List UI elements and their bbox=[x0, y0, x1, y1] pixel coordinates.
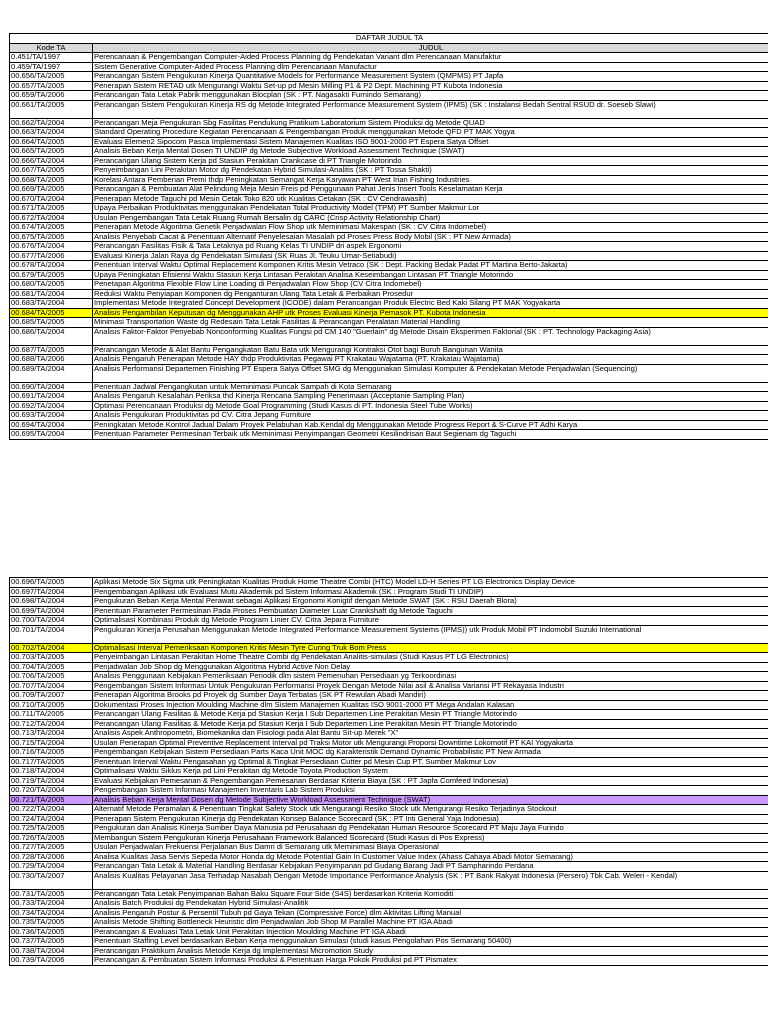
judul-cell: Penentuan Interval Waktu Pengasahan yg Optimal & Tingkat Persediaan Cutter pd Mesin Cup PT. Sumber Makmur Lov bbox=[94, 757, 496, 766]
judul-cell: Peningkatan Metode Kontrol Jadual Dalam Proyek Pelabuhan Kab.Kendal dg Menggunakan Metode Progress Report & S-Curve PT Adhi Karya bbox=[94, 420, 578, 429]
kode-ta-cell: 00.664/TA/2005 bbox=[10, 138, 93, 147]
header-judul: JUDUL bbox=[418, 43, 444, 52]
kode-ta-cell: 00.726/TA/2005 bbox=[10, 834, 93, 843]
table-row bbox=[10, 195, 768, 205]
judul-cell: Perancangan & Pembuatan Alat Pelindung Meja Mesin Freis pd Penggunaan Pahat Jenis Insert Tools Keselamatan Kerja bbox=[94, 185, 503, 193]
table-row bbox=[10, 176, 768, 186]
judul-cell: Penerapan Metode Taguchi pd Mesin Cetak Toko 820 utk Kualitas Cetakan (SK : CV Cendrawasih) bbox=[94, 194, 427, 203]
judul-cell: Korelasi Antara Pemberian Premi thdp Peningkatan Semangat Kerja Karyawan PT West Irian Fishing Industries bbox=[94, 175, 470, 184]
table-row bbox=[10, 899, 768, 909]
table-row bbox=[10, 616, 768, 626]
kode-ta-cell: 00.690/TA/2004 bbox=[10, 383, 93, 392]
kode-ta-cell: 00.717/TA/2005 bbox=[10, 758, 93, 767]
table-row bbox=[10, 909, 768, 919]
kode-ta-cell: 00.659/TA/2006 bbox=[10, 91, 93, 100]
table-row bbox=[10, 597, 768, 607]
judul-cell: Analisis Pengaruh Penerapan Metode HAY thdp Produktivitas Pegawai PT Krakatau Wajatama (PT. Krakatau Wajatama) bbox=[94, 355, 500, 363]
table-row bbox=[10, 72, 768, 82]
kode-ta-cell: 00.684/TA/2005 bbox=[10, 309, 93, 318]
judul-cell: Usulan Penerapan Optimal Preventive Replacement Interval pd Traksi Motor utk Mengurangi Proporsi Downtime Lokomotif PT KAI Yogyakarta bbox=[94, 738, 573, 747]
header-kode-ta: Kode TA bbox=[10, 44, 93, 53]
judul-cell: Pengukuran Beban Kerja Mental Perawat sebagai Aplikasi Ergonomi Konigtif dengan Metode SWAT (SK : RSU Daerah Blora) bbox=[94, 597, 517, 605]
judul-cell: Evaluasi Kinerja Jalan Raya dg Pendekatan Simulasi (SK Ruas Jl. Teuku Umar-Setiabudi) bbox=[94, 251, 397, 260]
judul-cell: Analisis Beban Kerja Mental Dosen dg Metode Subjective Workload Assessment Technique (SWAT) bbox=[94, 795, 431, 804]
table-row bbox=[10, 101, 768, 119]
judul-cell: Reduksi Waktu Penyiapan Komponen dg Penganturan Ulang Tata Letak & Perbaikan Prosedur bbox=[94, 289, 414, 298]
table-row bbox=[10, 147, 768, 157]
judul-cell: Analisis Penyebab Cacat & Penentuan Alternatif Penyelesaian Masalah pd Proses Press Body Mobil (SK : PT New Armada) bbox=[94, 232, 511, 241]
table-section-1 bbox=[9, 33, 768, 440]
table-row bbox=[10, 672, 768, 682]
table-row bbox=[10, 271, 768, 281]
judul-cell: Analisis Performansi Departemen Finishing PT Espera Satya Offset SMG dg Menggunakan Simulasi Komputer & Pendekatan Metode Penjadwalan (Sequencing) bbox=[94, 364, 638, 373]
kode-ta-cell: 00.719/TA/2004 bbox=[10, 777, 93, 786]
table-row bbox=[10, 815, 768, 825]
kode-ta-cell: 00.686/TA/2004 bbox=[10, 328, 93, 345]
kode-ta-cell: 00.729/TA/2004 bbox=[10, 862, 93, 871]
table-row bbox=[10, 119, 768, 129]
table-row bbox=[10, 862, 768, 872]
kode-ta-cell: 00.739/TA/2006 bbox=[10, 956, 93, 965]
table-row bbox=[10, 53, 768, 63]
judul-cell: Penerapan Sistem Pengukuran Kinerja dg Pendekatan Konsep Balance Scorecard (SK : PT Inti General Yaja Indonesia) bbox=[94, 814, 499, 823]
table-row bbox=[10, 853, 768, 863]
judul-cell: Perancangan & Pembuatan Sistem Informasi Produksi & Penentuan Harga Pokok Produksi pd PT Pismatex bbox=[94, 956, 457, 964]
judul-cell: Perancangan Sistem Pengukuran Kinerja RS dg Metode Integrated Performance Measurement System (IPMS) (SK : Instalansi Bedah Sentral RSUD dr. Soeseb Slawi) bbox=[94, 100, 656, 109]
judul-cell: Perancangan Ulang Fasilitas & Metode Kerja pd Stasiun Kerja I Sub Departemen Line Perakitan Mesin PT Triangle Motorindo bbox=[94, 719, 517, 728]
judul-cell: Perancangan Sistem Pengukuran Kinerja Quantitative Models for Performance Measurement System (QMPMS) PT Japfa bbox=[94, 72, 504, 80]
kode-ta-cell: 00.710/TA/2005 bbox=[10, 701, 93, 710]
judul-cell: Optimalisasi Waktu Siklus Kerja pd Lini Perakitan dg Metode Toyota Production System bbox=[94, 767, 388, 775]
judul-cell: Perancangan Metode & Alat Bantu Pengangkatan Batu Bata utk Mengurangi Kontraksi Otot bagi Buruh Bangunan Wanita bbox=[94, 345, 503, 354]
table-row bbox=[10, 729, 768, 739]
table-row bbox=[10, 663, 768, 673]
judul-cell: Analisis Pengukuran Produktivitas pd CV. Citra Jepang Furniture bbox=[94, 411, 312, 419]
table-row bbox=[10, 309, 768, 319]
judul-cell: Penerapan Sistem RETAD utk Mengurangi Waktu Set-up pd Mesin Milling P1 & P2 Dept. Machining PT Kubota Indonesia bbox=[94, 81, 503, 90]
table-section-2 bbox=[9, 577, 768, 966]
kode-ta-cell: 00.663/TA/2004 bbox=[10, 128, 93, 137]
kode-ta-cell: 00.701/TA/2004 bbox=[10, 626, 93, 643]
judul-cell: Membangun Sistem Pengukuran Kinerja Perusahaan Framework Balanced Scorecard (Studi Kasus di Pos Express) bbox=[94, 833, 485, 842]
judul-cell: Aplikasi Metode Six Sigma utk Peningkatan Kualitas Produk Home Theatre Combi (HTC) Model LD-H Series PT LG Electronics Display Device bbox=[94, 578, 575, 586]
kode-ta-cell: 00.728/TA/2006 bbox=[10, 853, 93, 862]
table-row bbox=[10, 261, 768, 271]
table-row bbox=[10, 682, 768, 692]
judul-cell: Upaya Peningkatan Efisiensi Waktu Stasiun Kerja Lintasan Perakitan Analisa Keseimbangan Lintasan PT Triangle Motorindo bbox=[94, 270, 514, 279]
judul-cell: Perancangan & Evaluasi Tata Letak Unit Perakitan Injection Moulding Machine PT IGA Abadi bbox=[94, 927, 406, 936]
kode-ta-cell: 00.668/TA/2005 bbox=[10, 176, 93, 185]
judul-cell: Penyeimbangan Lintasan Perakitan Home Theatre Combi dg Pendekatan Analitis-simulasi (Studi Kasus PT LG Electronics) bbox=[94, 653, 509, 661]
judul-cell: Pengembangan Sistem Informasi Untuk Pengukuran Performansi Proyek Dengan Metode Nilai asil & Analisa Variansi PT Rekayasa Industri bbox=[94, 681, 564, 690]
judul-cell: Perancangan Fasilitas Fisik & Tata Letaknya pd Ruang Kelas TI UNDIP dri aspek Ergonomi bbox=[94, 242, 402, 250]
table-row bbox=[10, 383, 768, 393]
judul-cell: Evaluasi Elemen2 Sipocom Pasca Implementasi Sistem Manajemen Kualitas ISO 9001-2000 PT Espera Satya Offset bbox=[94, 137, 489, 146]
kode-ta-cell: 00.736/TA/2005 bbox=[10, 928, 93, 937]
judul-cell: Analisis Pengambilan Keputusan dg Menggunakan AHP utk Proses Evaluasi Kinerja Pemasok PT. Kubota Indonesia bbox=[94, 308, 486, 317]
table-row bbox=[10, 644, 768, 654]
kode-ta-cell: 00.669/TA/2005 bbox=[10, 185, 93, 194]
table-title: DAFTAR JUDUL TA bbox=[355, 33, 424, 42]
judul-cell: Penyeimbangan Lini Perakitan Motor dg Pendekatan Hybrid Simulasi-Analitis (SK : PT Tossa Shakti) bbox=[94, 166, 432, 174]
table-row bbox=[10, 607, 768, 617]
table-row bbox=[10, 834, 768, 844]
judul-cell: Sistem Generative Computer-Aided Process Planning dlm Perencanaan Manufactur bbox=[94, 62, 377, 71]
table-row bbox=[10, 739, 768, 749]
table-row bbox=[10, 872, 768, 890]
judul-cell: Penentuan Parameter Permesinan Terbaik utk Meminimasi Penyimpangan Geometri Kesilindrisan Baut Segienam dg Taguchi bbox=[94, 430, 517, 438]
table-row bbox=[10, 947, 768, 957]
judul-cell: Perancangan Tata Letak Penyimpanan Bahan Baku Square Four Side (S4S) berdasarkan Kriteria Komoditi bbox=[94, 889, 454, 898]
table-row bbox=[10, 758, 768, 768]
kode-ta-cell: 00.657/TA/2005 bbox=[10, 82, 93, 91]
judul-cell: Optimalisasi Interval Pemeriksaan Komponen Kritis Mesin Tyre Curing Truk Bom Press bbox=[94, 643, 387, 652]
kode-ta-cell: 00.695/TA/2004 bbox=[10, 430, 93, 439]
kode-ta-cell: 00.662/TA/2004 bbox=[10, 119, 93, 128]
kode-ta-cell: 00.735/TA/2005 bbox=[10, 918, 93, 927]
judul-cell: Penerapan Algoritma Brooks pd Proyek dg Sumber Daya Terbatas (SK PT Rewulan Abadi Mandiri) bbox=[94, 691, 426, 699]
kode-ta-cell: 00.693/TA/2004 bbox=[10, 411, 93, 420]
judul-cell: Analisis Batch Produksi dg Pendekatan Hybrid Simulasi-Analitik bbox=[94, 899, 309, 907]
judul-cell: Penerapan Metode Algoritma Genetik Penjadwalan Flow Shop utk Meminimasi Makespan (SK : CV Citra Indomebel) bbox=[94, 223, 487, 231]
table-row bbox=[10, 242, 768, 252]
judul-cell: Pengembangan Aplikasi utk Evaluasi Mutu Akademik pd Sistem Informasi Akademik (SK : Program Studi TI UNDIP) bbox=[94, 587, 484, 596]
kode-ta-cell: 00.683/TA/2004 bbox=[10, 299, 93, 308]
table-row bbox=[10, 185, 768, 195]
table-row bbox=[10, 805, 768, 815]
table-row bbox=[10, 626, 768, 644]
table-row bbox=[10, 701, 768, 711]
table-row bbox=[10, 233, 768, 243]
kode-ta-cell: 00.667/TA/2005 bbox=[10, 166, 93, 175]
kode-ta-cell: 00.706/TA/2005 bbox=[10, 672, 93, 681]
judul-cell: Perancangan Ulang Sistem Kerja pd Stasiun Perakitan Crankcase di PT Triangle Motorindo bbox=[94, 156, 402, 165]
judul-cell: Analisis Aspek Anthropometri, Biomekanika dan Fisiologi pada Alat Bantu Sit-up Merek "X" bbox=[94, 729, 399, 737]
judul-cell: Perancangan Praktikum Analisis Metode Kerja dg Implementasi Micromotion Study bbox=[94, 946, 373, 955]
table-row bbox=[10, 280, 768, 290]
kode-ta-cell: 00.711/TA/2005 bbox=[10, 710, 93, 719]
kode-ta-cell: 00.672/TA/2004 bbox=[10, 214, 93, 223]
table-row bbox=[10, 402, 768, 412]
judul-cell: Analisis Beban Kerja Mental Dosen TI UNDIP dg Metode Subjective Workload Assessment Technique (SWAT) bbox=[94, 147, 465, 155]
kode-ta-cell: 00.724/TA/2004 bbox=[10, 815, 93, 824]
judul-cell: Analisis Kualitas Pelayanan Jasa Terhadap Nasabah Dengan Metode Importance Performance Analysis (SK : PT Bank Rakyat Indonesia (Persero) Tbk Cab. Weleri - Kendal) bbox=[94, 871, 678, 880]
table-row bbox=[10, 157, 768, 167]
judul-cell: Penjadwalan Job Shop dg Menggunakan Algoritma Hybrid Active Non Delay bbox=[94, 662, 351, 671]
table-row bbox=[10, 63, 768, 73]
kode-ta-cell: 00.665/TA/2005 bbox=[10, 147, 93, 156]
judul-cell: Perencanaan & Pengembangan Computer-Aided Process Planning dg Pendekatan Variant dlm Perencanaan Manufaktur bbox=[94, 53, 502, 61]
kode-ta-cell: 00.709/TA/2007 bbox=[10, 691, 93, 700]
kode-ta-cell: 00.734/TA/2004 bbox=[10, 909, 93, 918]
kode-ta-cell: 00.692/TA/2004 bbox=[10, 402, 93, 411]
table-row bbox=[10, 748, 768, 758]
kode-ta-cell: 00.722/TA/2004 bbox=[10, 805, 93, 814]
kode-ta-cell: 00.680/TA/2005 bbox=[10, 280, 93, 289]
table-row bbox=[10, 82, 768, 92]
kode-ta-cell: 00.689/TA/2004 bbox=[10, 365, 93, 382]
kode-ta-cell: 00.676/TA/2004 bbox=[10, 242, 93, 251]
kode-ta-cell: 00.661/TA/2005 bbox=[10, 101, 93, 118]
judul-cell: Optimalisasi Kombinasi Produk dg Metode Program Linier CV. Citra Jepara Furniture bbox=[94, 616, 380, 624]
kode-ta-cell: 00.685/TA/2005 bbox=[10, 318, 93, 327]
table-row bbox=[10, 223, 768, 233]
judul-cell: Evaluasi Kebijakan Pemesanan & Pengembangan Pemesanan Berdasar Kriteria Biaya (SK : PT Japfa Comfeed Indonesia) bbox=[94, 776, 509, 785]
table-row bbox=[10, 166, 768, 176]
kode-ta-cell: 00.704/TA/2005 bbox=[10, 663, 93, 672]
table-row bbox=[10, 411, 768, 421]
table-row bbox=[10, 767, 768, 777]
table-row bbox=[10, 328, 768, 346]
table-row bbox=[10, 138, 768, 148]
judul-cell: Optimasi Perencanaan Produksi dg Metode Goal Programming (Studi Kasus di PT. Indonesia Steel Tube Works) bbox=[94, 401, 473, 410]
kode-ta-cell: 00.730/TA/2007 bbox=[10, 872, 93, 889]
kode-ta-cell: 00.687/TA/2005 bbox=[10, 346, 93, 355]
table-row bbox=[10, 299, 768, 309]
table-row bbox=[10, 918, 768, 928]
kode-ta-cell: 00.718/TA/2004 bbox=[10, 767, 93, 776]
table-row bbox=[10, 365, 768, 383]
kode-ta-cell: 00.681/TA/2004 bbox=[10, 290, 93, 299]
judul-cell: Minimasi Transportation Waste dg Redesain Tata Letak Fasilitas & Perancangan Peralatan Material Handling bbox=[94, 318, 460, 326]
judul-cell: Usulan Pengembangan Tata Letak Ruang Rumah Bersalin dg CARC (Crisp Activity Relationship Chart) bbox=[94, 213, 441, 222]
kode-ta-cell: 00.702/TA/2004 bbox=[10, 644, 93, 653]
kode-ta-cell: 00.679/TA/2005 bbox=[10, 271, 93, 280]
kode-ta-cell: 00.698/TA/2004 bbox=[10, 597, 93, 606]
judul-cell: Analisa Kualitas Jasa Servis Sepeda Motor Honda dg Metode Potential Gain In Customer Value Index (Ahass Cahaya Abadi Motor Semarang) bbox=[94, 852, 573, 861]
table-title-row bbox=[10, 34, 768, 44]
judul-cell: Perancangan Tata Letak & Material Handling Berdasar Kebijakan Penyimpanan pd Gudang Barang Jadi PT Sampharindo Perdana bbox=[94, 862, 534, 870]
judul-cell: Upaya Perbaikan Produktivitas menggunakan Pendekatan Total Productivity Model (TPM) PT Sumber Makmur Lor bbox=[94, 204, 480, 212]
judul-cell: Penentuan Parameter Permesinan Pada Proses Pembuatan Diameter Luar Crankshaft dg Metode Taguchi bbox=[94, 606, 453, 615]
kode-ta-cell: 00.733/TA/2004 bbox=[10, 899, 93, 908]
table-row bbox=[10, 430, 768, 440]
kode-ta-cell: 0.451/TA/1997 bbox=[10, 53, 93, 62]
table-row bbox=[10, 421, 768, 431]
judul-cell: Perancangan Ulang Fasilitas & Metode Kerja pd Stasiun Kerja I Sub Departemen Line Perakitan Mesin PT Triangle Motorindo bbox=[94, 710, 517, 718]
header-row bbox=[10, 44, 768, 54]
table-row bbox=[10, 786, 768, 796]
table-row bbox=[10, 720, 768, 730]
kode-ta-cell: 00.703/TA/2005 bbox=[10, 653, 93, 662]
kode-ta-cell: 00.715/TA/2004 bbox=[10, 739, 93, 748]
judul-cell: Penetapan Algoritma Flexible Flow Line Loading di Penjadwalan Flow Shop (CV Citra Indomebel) bbox=[94, 280, 422, 288]
kode-ta-cell: 00.716/TA/2005 bbox=[10, 748, 93, 757]
kode-ta-cell: 00.707/TA/2004 bbox=[10, 682, 93, 691]
table-row bbox=[10, 928, 768, 938]
judul-cell: Dokumentasi Proses Injection Moulding Machine dlm Sistem Manajemen Kualitas ISO 9001-2000 PT Mega Andalan Kalasan bbox=[94, 700, 515, 709]
judul-cell: Analisis Pengaruh Kesalahan Periksa thd Kinerja Rencana Sampling Penerimaan (Acceptanie Sampling Plan) bbox=[94, 392, 465, 400]
kode-ta-cell: 00.712/TA/2004 bbox=[10, 720, 93, 729]
table-row bbox=[10, 578, 768, 588]
table-row bbox=[10, 214, 768, 224]
kode-ta-cell: 00.697/TA/2004 bbox=[10, 588, 93, 597]
table-row bbox=[10, 346, 768, 356]
judul-cell: Standard Operating Procedure Kegiatan Perencanaan & Pengembangan Produk menggunakan Metode QFD PT MAK Yogya bbox=[94, 128, 515, 136]
table-row bbox=[10, 91, 768, 101]
kode-ta-cell: 00.699/TA/2004 bbox=[10, 607, 93, 616]
judul-cell: Analisis Penggunaan Kebijakan Pemeriksaan Periodik dlm sistem Pemenuhan Persediaan yg Terkoordinasi bbox=[94, 672, 457, 680]
kode-ta-cell: 00.677/TA/2006 bbox=[10, 252, 93, 261]
judul-cell: Analisis Pengaruh Postur & Persentil Tubuh pd Gaya Tekan (Compressive Force) dlm Aktivitas Lifting Manual bbox=[94, 908, 462, 917]
kode-ta-cell: 00.691/TA/2004 bbox=[10, 392, 93, 401]
table-row bbox=[10, 204, 768, 214]
table-row bbox=[10, 796, 768, 806]
kode-ta-cell: 00.688/TA/2006 bbox=[10, 355, 93, 364]
kode-ta-cell: 00.696/TA/2005 bbox=[10, 578, 93, 587]
judul-cell: Penentuan Jadwal Pengangkutan untuk Meminimasi Puncak Sampah di Kota Semarang bbox=[94, 382, 392, 391]
table-row bbox=[10, 252, 768, 262]
table-row bbox=[10, 588, 768, 598]
kode-ta-cell: 00.720/TA/2004 bbox=[10, 786, 93, 795]
judul-cell: Implementasi Metode Integrated Concept Development (ICODE) dalam Perancangan Produk Electric Bed Kaki Silang PT MAK Yogyakarta bbox=[94, 299, 561, 307]
table-row bbox=[10, 318, 768, 328]
kode-ta-cell: 00.727/TA/2005 bbox=[10, 843, 93, 852]
kode-ta-cell: 00.713/TA/2004 bbox=[10, 729, 93, 738]
table-row bbox=[10, 653, 768, 663]
kode-ta-cell: 00.671/TA/2005 bbox=[10, 204, 93, 213]
kode-ta-cell: 00.675/TA/2005 bbox=[10, 233, 93, 242]
judul-cell: Penentuan Interval Waktu Optimal Replacement Komponen Kritis Mesin Vetraco (SK : Dept. Packing Bedak Padat PT Martina Berto-Jakarta) bbox=[94, 261, 568, 269]
judul-cell: Usulan Penjadwalan Frekuensi Perjalanan Bus Damri di Semarang utk Meminimasi Biaya Operasional bbox=[94, 843, 439, 851]
table-row bbox=[10, 710, 768, 720]
judul-cell: Perancangan Tata Letak Pabrik menggunakan Blocplan (SK : PT. Nagasakti Furnindo Semarang) bbox=[94, 91, 422, 99]
table-row bbox=[10, 843, 768, 853]
judul-cell: Alternatif Metode Peramalan & Penentuan Tingkat Safety Stock utk Mengurangi Resiko Stock utk Mengurangi Resiko Terjadinya Stockout bbox=[94, 805, 557, 813]
judul-cell: Analisis Faktor-Faktor Penyebab Nonconforming Kualitas Fungsi pd CM 140 "Guerlain" dg Metode Disain Eksperimen Faktorial (SK : PT. Technology Packaging Asia) bbox=[94, 327, 651, 336]
table-row bbox=[10, 890, 768, 900]
kode-ta-cell: 00.738/TA/2004 bbox=[10, 947, 93, 956]
kode-ta-cell: 00.694/TA/2004 bbox=[10, 421, 93, 430]
kode-ta-cell: 00.670/TA/2004 bbox=[10, 195, 93, 204]
kode-ta-cell: 00.678/TA/2004 bbox=[10, 261, 93, 270]
judul-cell: Pengukuran dan Analisis Kinerja Sumber Daya Manusia pd Perusahaan dg Pendekatan Human Resource Scorecard PT Maju Jaya Furindo bbox=[94, 824, 564, 832]
table-row bbox=[10, 777, 768, 787]
table-row bbox=[10, 824, 768, 834]
judul-cell: Pengembangan Sistem Informasi Manajemen Inventaris Lab Sistem Produksi bbox=[94, 786, 355, 794]
kode-ta-cell: 00.725/TA/2005 bbox=[10, 824, 93, 833]
kode-ta-cell: 00.731/TA/2005 bbox=[10, 890, 93, 899]
table-row bbox=[10, 691, 768, 701]
table-row bbox=[10, 392, 768, 402]
table-row bbox=[10, 128, 768, 138]
judul-cell: Penentuan Staffing Level berdasarkan Beban Kerja menggunakan Simulasi (studi kasus Pengolahan Pos Semarang 50400) bbox=[94, 937, 512, 945]
kode-ta-cell: 00.737/TA/2005 bbox=[10, 937, 93, 946]
table-row bbox=[10, 355, 768, 365]
kode-ta-cell: 0.459/TA/1997 bbox=[10, 63, 93, 72]
kode-ta-cell: 00.700/TA/2004 bbox=[10, 616, 93, 625]
table-row bbox=[10, 956, 768, 966]
judul-cell: Analisis Metode Shifting Bottleneck Heuristic dlm Penjadwalan Job Shop M Parallel Machine PT IGA Abadi bbox=[94, 918, 453, 926]
judul-cell: Pengembangan Kebijakan Sistem Persediaan Parts Kaca Unit MOC dg Karakteristik Demand Dynamic Probabilistic PT New Armada bbox=[94, 748, 541, 756]
table-row bbox=[10, 937, 768, 947]
table-row bbox=[10, 290, 768, 300]
kode-ta-cell: 00.674/TA/2005 bbox=[10, 223, 93, 232]
judul-cell: Pengukuran Kinerja Perusahan Menggunakan Metode Integrated Performance Measurement Systems (IPMS)) utk Produk Mobil PT Indomobil Suzuki International bbox=[94, 625, 642, 634]
kode-ta-cell: 00.721/TA/2005 bbox=[10, 796, 93, 805]
judul-cell: Perancangan Meja Pengukuran Sbg Fasilitas Pendukung Pratikum Laboratorium Sistem Produksi dg Metode QUAD bbox=[94, 118, 485, 127]
kode-ta-cell: 00.656/TA/2005 bbox=[10, 72, 93, 81]
kode-ta-cell: 00.666/TA/2004 bbox=[10, 157, 93, 166]
